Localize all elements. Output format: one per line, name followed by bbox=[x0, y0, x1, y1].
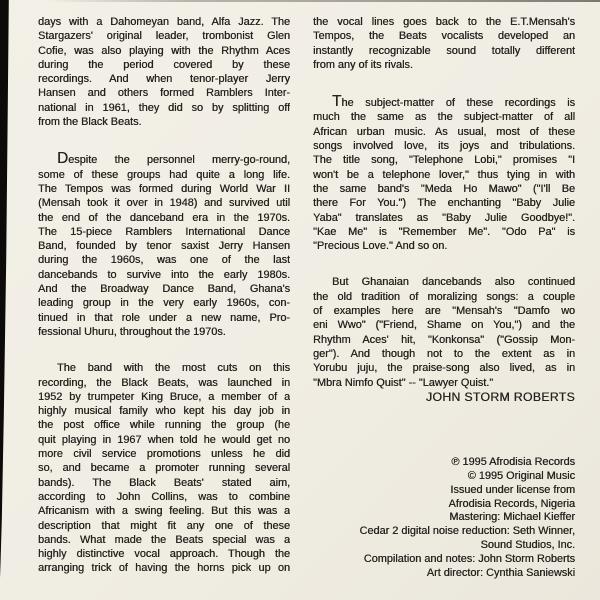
text-line: during the period covered by these bbox=[38, 58, 290, 71]
credit-line: Art director: Cynthia Saniewski bbox=[426, 566, 575, 579]
credit-line: ℗ 1995 Afrodisia Records bbox=[451, 456, 575, 469]
text-line: highly distinctive vocal approach. Though the bbox=[38, 548, 290, 561]
left-column bbox=[38, 15, 290, 576]
text-line: the end of the danceband era in the 1970s. bbox=[38, 211, 290, 224]
credit-line: Issued under license from bbox=[450, 483, 575, 496]
text-line: African urban music. As usual, most of these bbox=[313, 125, 575, 138]
text-line: The 15-piece Ramblers International Dance bbox=[38, 225, 290, 238]
paragraph-despite bbox=[38, 151, 290, 339]
text-line: instantly recognizable sound totally different bbox=[313, 44, 575, 57]
text-line: Tempos, the Beats vocalists developed an bbox=[313, 30, 575, 43]
text-line: much the same as the subject-matter of all bbox=[313, 111, 575, 124]
text-line: "Kae Me" is "Remember Me". "Odo Pa" is bbox=[313, 225, 575, 238]
text-line: more civil service promotions unless he did bbox=[38, 448, 290, 461]
paragraph-subject-matter bbox=[313, 94, 575, 253]
text-line: Stargazers' original leader, trombonist Glen bbox=[38, 30, 290, 43]
text-line: bands). The Black Beats' stated aim, bbox=[38, 476, 290, 489]
text-line: national in 1961, they did so by splitting off bbox=[38, 101, 290, 114]
credit-line: Compilation and notes: John Storm Roberts bbox=[363, 552, 575, 565]
drop-cap: D bbox=[57, 151, 69, 168]
right-column bbox=[313, 15, 575, 580]
text-line: "Precious Love." And so on. bbox=[313, 240, 448, 253]
text-line: won't be a telephone lover," thus tying in with bbox=[313, 168, 575, 181]
text-line: dancebands to survive into the early 1980s. bbox=[38, 268, 290, 281]
credits-block bbox=[313, 456, 575, 580]
text-line: songs involved love, its joys and tribulations. bbox=[313, 140, 575, 153]
credit-line: Afrodisia Records, Nigeria bbox=[448, 497, 575, 510]
text-line: (Mensah took it over in 1948) and survived util bbox=[38, 197, 290, 210]
text-line: of examples here are "Mensah's "Damfo wo bbox=[313, 305, 575, 318]
paragraph-moralizing-songs bbox=[313, 275, 575, 389]
scan-edge-line bbox=[45, 0, 600, 2]
text-line: Despite the personnel merry-go-round, bbox=[57, 151, 290, 168]
credit-line: © 1995 Original Music bbox=[467, 469, 575, 482]
text-line: The Tempos was formed during World War II bbox=[38, 182, 290, 195]
text-line: days with a Dahomeyan band, Alfa Jazz. The bbox=[38, 16, 290, 28]
text-line: Africanism with a swing feeling. But this was a bbox=[38, 505, 290, 518]
page-spine-edge bbox=[0, 0, 10, 578]
text-line: But Ghanaian dancebands also continued bbox=[332, 276, 575, 289]
text-line: Yaba" translates as "Baby Julie Goodbye!". bbox=[313, 211, 575, 224]
text-line: the vocal lines goes back to the E.T.Mensah's bbox=[313, 16, 575, 28]
text-line: Hansen and others formed Ramblers Inter- bbox=[38, 87, 290, 100]
text-line: bands. What made the Beats special was a bbox=[38, 533, 290, 546]
paragraph-black-beats bbox=[38, 361, 290, 575]
text-line: Cofie, was also playing with the Rhythm Aces bbox=[38, 44, 290, 57]
text-line: Yorubu juju, the praise-song also lived, as in bbox=[313, 362, 575, 375]
credit-line: Cedar 2 digital noise reduction: Seth Winner, bbox=[359, 525, 575, 538]
text-line: tinued in that role under a new name, Pro- bbox=[38, 311, 290, 324]
text-line: Rhythm Aces' hit, "Konkonsa" ("Gossip Mon- bbox=[313, 333, 575, 346]
text-line: the old tradition of moralizing songs: a couple bbox=[313, 290, 575, 303]
text-line: from any of its rivals. bbox=[313, 58, 413, 71]
text-line: there For You.") The enchanting "Baby Julie bbox=[313, 197, 575, 210]
text-line: from the Black Beats. bbox=[38, 116, 142, 129]
text-line: some of these groups had quite a long life. bbox=[38, 168, 290, 181]
text-line: highly musical family who kept his day job in bbox=[38, 405, 290, 418]
text-line: ger"). And though not to the extent as in bbox=[313, 347, 575, 360]
credit-line: Sound Studios, Inc. bbox=[480, 538, 575, 551]
paragraph-days-with bbox=[38, 15, 290, 129]
text-line: fessional Uhuru, throughout the 1970s. bbox=[38, 325, 226, 338]
drop-cap: T bbox=[332, 94, 342, 111]
text-line: the same band's "Meda Ho Mawo" ("I'll Be bbox=[313, 182, 575, 195]
text-line: description that might fit any one of these bbox=[38, 519, 290, 532]
text-line: 1952 by trumpeter King Bruce, a member of a bbox=[38, 390, 290, 403]
paragraph-vocal-lines bbox=[313, 15, 575, 72]
text-line: according to John Collins, was to combine bbox=[38, 490, 290, 503]
author-byline: JOHN STORM ROBERTS bbox=[425, 389, 575, 404]
text-line: quit playing in 1967 when told he would get no bbox=[38, 433, 290, 446]
text-line: eni Wwo" ("Friend, Shame on You,") and the bbox=[313, 319, 575, 332]
text-line: recording, the Black Beats, was launched in bbox=[38, 376, 290, 389]
text-line: The subject-matter of these recordings is bbox=[332, 94, 575, 111]
text-line: arranging trick of having the horns pick up on bbox=[38, 562, 290, 575]
text-line: Band, founded by tenor saxist Jerry Hansen bbox=[38, 240, 290, 253]
text-line: the post office while running the group (he bbox=[38, 419, 290, 432]
text-line: recordings. And when tenor-player Jerry bbox=[38, 73, 290, 86]
text-line: so, and became a promoter running several bbox=[38, 462, 290, 475]
text-line: leading group in the very early 1960s, con- bbox=[38, 297, 290, 310]
text-line: And the Broadway Dance Band, Ghana's bbox=[38, 283, 290, 296]
text-line: The title song, "Telephone Lobi," promises "I bbox=[313, 154, 575, 167]
credit-line: Mastering: Michael Kieffer bbox=[449, 511, 575, 524]
text-line: "Mbra Nimfo Quist" -- "Lawyer Quist." bbox=[313, 376, 494, 389]
text-line: during the 1960s, was one of the last bbox=[38, 254, 290, 267]
text-line: The band with the most cuts on this bbox=[57, 362, 290, 375]
